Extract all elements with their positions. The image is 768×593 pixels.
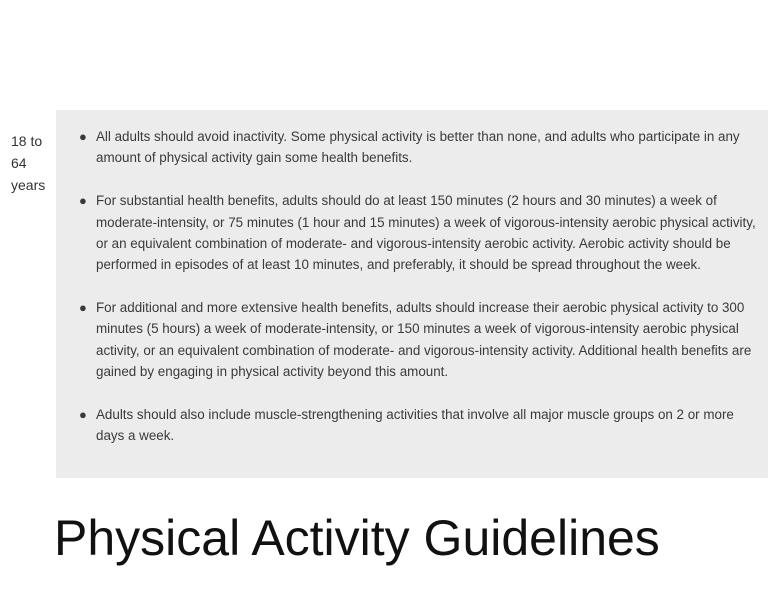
list-item: [79, 297, 756, 382]
bullet-icon: ●: [79, 407, 87, 423]
guideline-list: [79, 126, 756, 468]
page-title: Physical Activity Guidelines: [54, 510, 660, 566]
list-item: [79, 404, 756, 446]
age-group-label: 18 to 64 years: [11, 133, 46, 193]
guideline-panel: [56, 110, 768, 478]
guideline-text: Adults should also include muscle-strengthening activities that involve all major muscle groups on 2 or more days a week.: [96, 407, 734, 444]
guideline-text: For additional and more extensive health benefits, adults should increase their aerobic physical activity to 300 minutes (5 hours) a week of moderate-intensity, or 150 minutes a week of vigorous-intensity aerobic physical activity, or an equivalent combination of moderate- and vigorous-intensity activity. Additional health benefits are gained by engaging in physical activity beyond this amount.: [96, 300, 752, 379]
bullet-icon: ●: [79, 129, 87, 144]
list-item: [79, 126, 756, 168]
guideline-text: All adults should avoid inactivity. Some physical activity is better than none, and adults who participate in any amount of physical activity gain some health benefits.: [96, 129, 740, 166]
guideline-text: For substantial health benefits, adults should do at least 150 minutes (2 hours and 30 minutes) a week of moderate-intensity, or 75 minutes (1 hour and 15 minutes) a week of vigorous-intensity aerobic physical activity, or an equivalent combination of moderate- and vigorous-intensity aerobic activity. Aerobic activity should be performed in episodes of at least 10 minutes, and preferably, it should be spread throughout the week.: [96, 193, 756, 273]
bullet-icon: ●: [79, 193, 87, 209]
list-item: [79, 190, 756, 275]
bullet-icon: ●: [79, 300, 87, 316]
